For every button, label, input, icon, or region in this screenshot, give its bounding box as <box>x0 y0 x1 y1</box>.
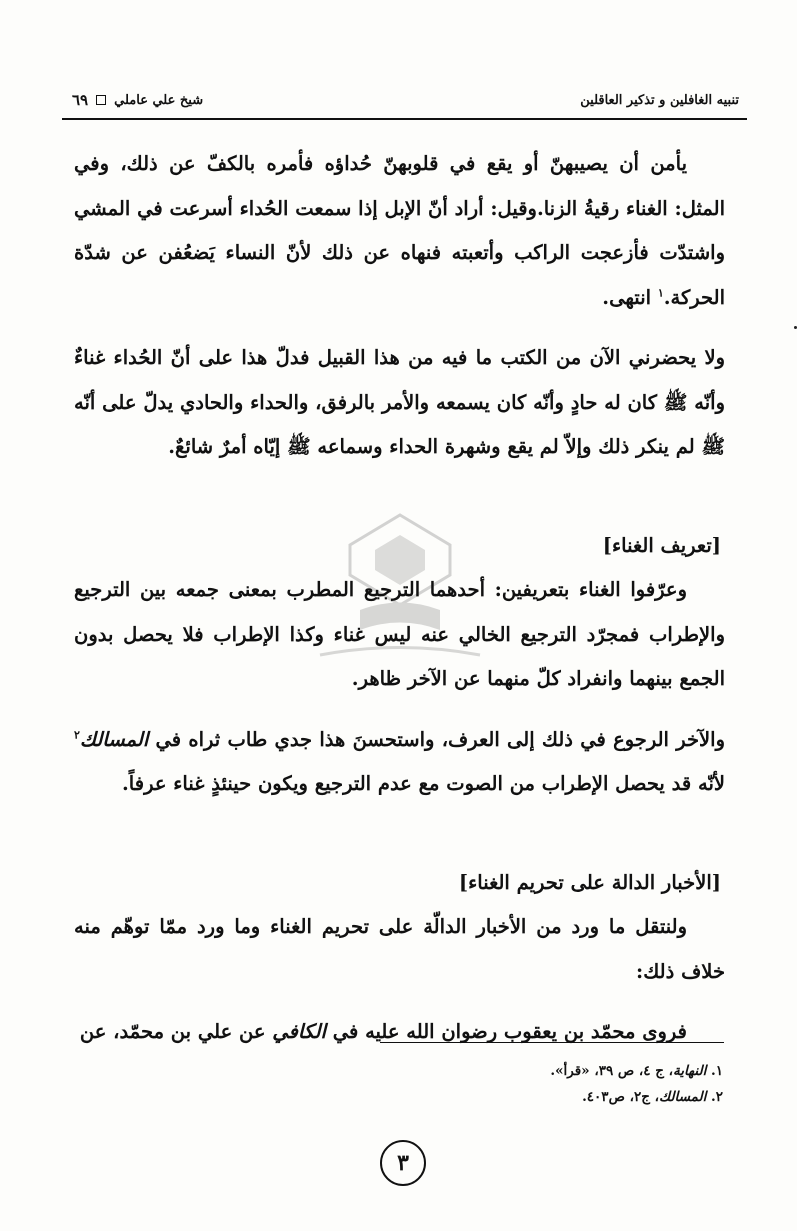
paragraph-3: وعرّفوا الغناء بتعريفين: أحدهما الترجيع المطرب بمعنى جمعه بين الترجيع والإطراب فمجرّد الترجيع الخالي عنه ليس غناء وكذا الإطراب فلا يحصل بدون الجمع بينهما وانفراد كلّ منهما عن الآخر ظاهر. <box>74 578 725 690</box>
footnote-rule <box>380 1042 724 1043</box>
book-title-kafi: الكافي <box>272 1020 326 1043</box>
paragraph-6 <box>74 1010 725 1055</box>
paragraph-1-end: انتهى. <box>602 285 658 309</box>
paragraph-1 <box>74 142 725 320</box>
footnote-ref-1: ١ <box>657 286 664 299</box>
spacer <box>74 702 725 718</box>
book-title: تنبيه الغافلين و تذكير العاقلين <box>580 92 739 108</box>
footnote-1-citation: ، ج ٤، ص ٣٩، «قرأ». <box>550 1063 674 1079</box>
header-rule <box>62 118 747 120</box>
section-heading-definition: [تعريف الغناء] <box>602 533 721 557</box>
footer-page-number: ٣ <box>380 1140 426 1186</box>
square-ornament-icon <box>96 95 106 105</box>
author-name: شيخ علي عاملي <box>114 92 204 108</box>
footnotes <box>74 1058 723 1110</box>
section-heading-traditions: [الأخبار الدالة على تحريم الغناء] <box>458 870 721 894</box>
header-page-number: ٦٩ <box>72 91 89 109</box>
spacer <box>74 994 725 1010</box>
running-header <box>72 86 739 114</box>
paragraph-6-text-a: فروى محمّد بن يعقوب رضوان الله عليه في <box>325 1020 687 1043</box>
footnote-2-source: المسالك <box>659 1089 707 1105</box>
footnote-2 <box>74 1084 723 1110</box>
spacer <box>74 320 725 336</box>
footnote-2-number: ٢. <box>711 1089 723 1105</box>
footnote-2-citation: ، ج٢، ص٤٠٣. <box>582 1089 659 1105</box>
footnote-1-source: النهاية <box>673 1063 707 1079</box>
paragraph-4 <box>74 718 725 807</box>
paragraph-1-text: يأمن أن يصيبهنّ أو يقع في قلوبهنّ حُداؤه فأمره بالكفّ عن ذلك، وفي المثل: الغناء رقيةُ الزنا.وقيل: أراد أنّ الإبل إذا سمعت الحُداء أسرعت في المشي واشتدّت فأزعجت الراكب وأتعبته فنهاه عن ذلك لأنّ النساء يَضعُفن عن شدّة الحركة. <box>74 152 725 309</box>
paragraph-2: ولا يحضرني الآن من الكتب ما فيه من هذا القبيل فدلّ هذا على أنّ الحُداء غناءٌ وأنّه ﷺ كان له حادٍ وأنّه كان يسمعه والأمر بالرفق، والحداء والحادي يدلّ على أنّه ﷺ لم ينكر ذلك وإلاّ لم يقع وشهرة الحداء وسماعه ﷺ إيّاه أمرٌ شائعٌ. <box>74 346 725 458</box>
footnote-1-number: ١. <box>711 1063 723 1079</box>
footnote-ref-2: ٢ <box>74 728 80 741</box>
main-text <box>74 142 725 1055</box>
book-title-masalik: المسالك <box>79 727 149 751</box>
spacer <box>74 807 725 861</box>
header-left-group <box>72 91 203 109</box>
paragraph-5: ولنتقل ما ورد من الأخبار الدالّة على تحريم الغناء وما ورد ممّا توهّم منه خلاف ذلك: <box>74 915 725 983</box>
footnote-1 <box>74 1058 723 1084</box>
paragraph-6-text-b: عن علي بن محمّد، عن <box>79 1020 273 1043</box>
spacer <box>74 470 725 524</box>
paragraph-4-text-a: والآخر الرجوع في ذلك إلى العرف، واستحسنَ هذا جدي طاب ثراه في <box>148 727 725 751</box>
paragraph-4-text-b: لأنّه قد يحصل الإطراب من الصوت مع عدم الترجيع ويكون حينئذٍ غناء عرفاً. <box>122 772 725 795</box>
